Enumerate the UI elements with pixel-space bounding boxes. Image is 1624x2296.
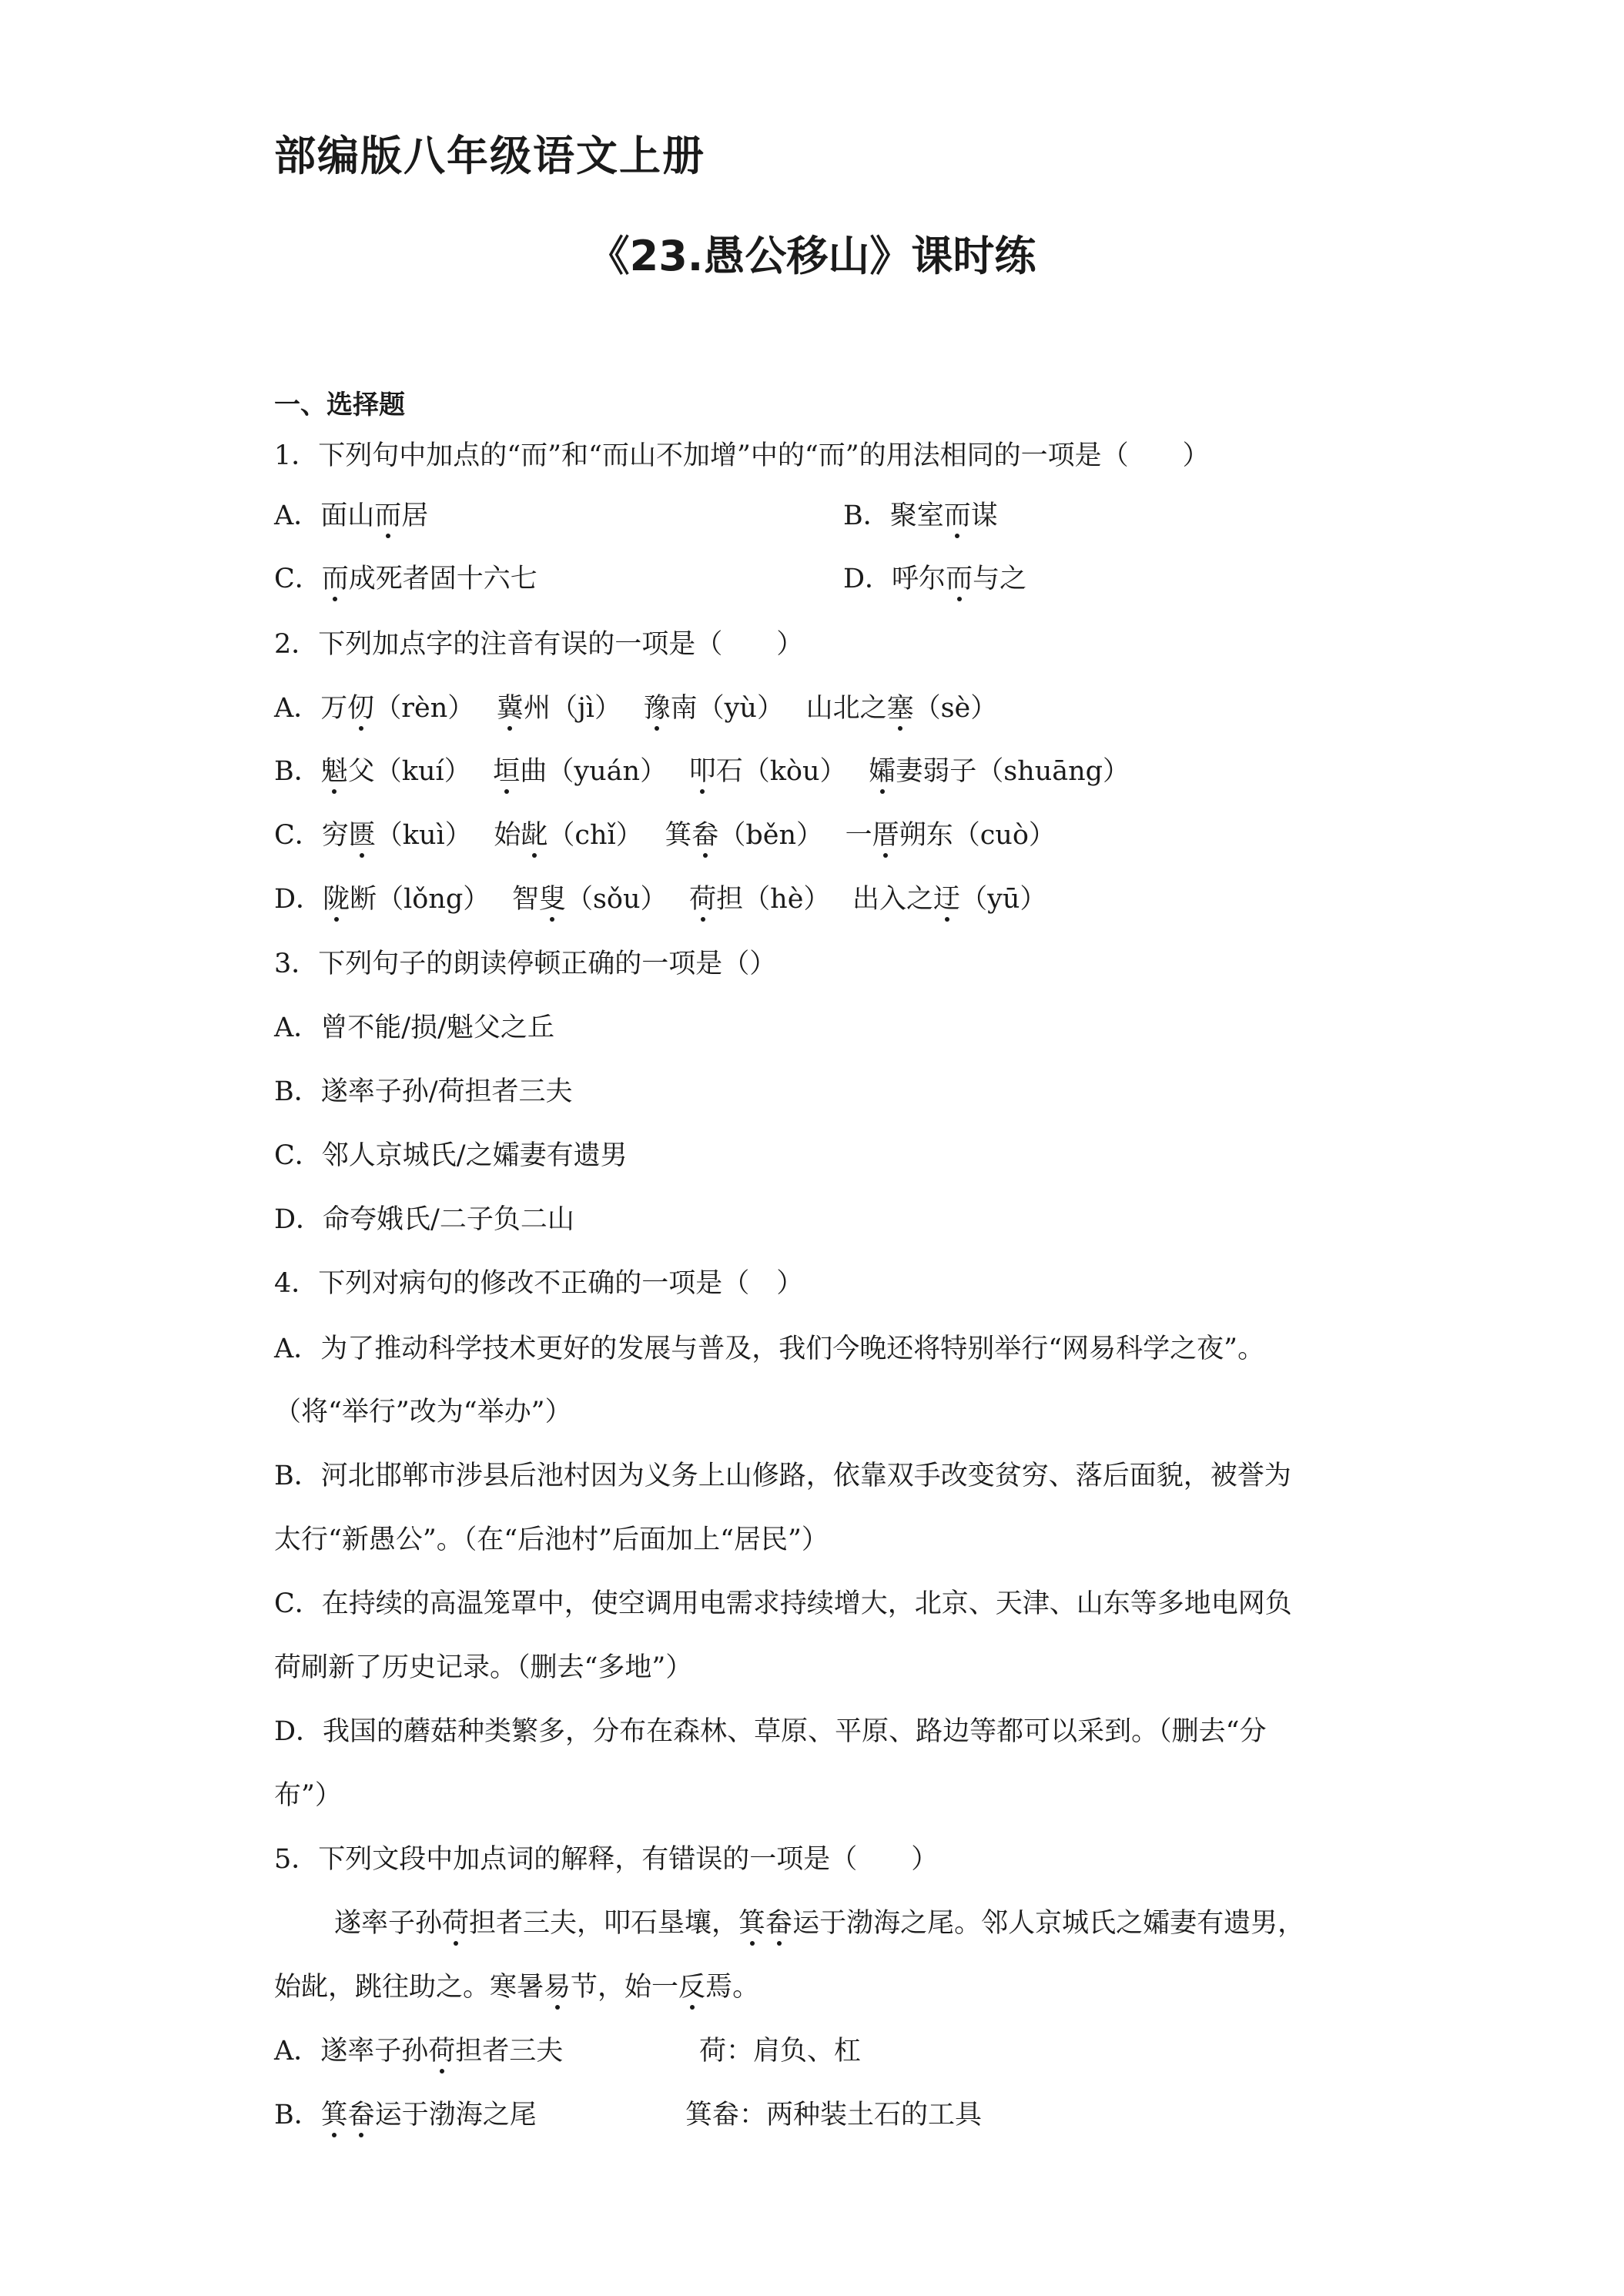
dotted-char: 荷	[442, 1908, 470, 1939]
question-4-option-a-line2: （将“举行”改为“举办”）	[274, 1397, 572, 1427]
dotted-char: 垣	[493, 756, 521, 787]
question-1-option-c: C．而成死者固十六七	[274, 564, 537, 594]
question-5-option-a: A．遂率子孙荷担者三夫	[274, 2036, 564, 2067]
question-5-option-a-explanation: 荷：肩负、杠	[699, 2036, 862, 2067]
question-1-option-d: D．呼尔而与之	[843, 564, 1027, 594]
dotted-char: 畚	[691, 820, 719, 851]
question-1-stem: 1．下列句中加点的“而”和“而山不加增”中的“而”的用法相同的一项是（ ）	[274, 440, 1210, 471]
dotted-char: 孀	[869, 756, 896, 787]
question-5-passage-line2: 始龀，跳往助之。寒暑易节，始一反焉。	[274, 1972, 760, 2003]
dotted-char: 而	[374, 500, 402, 531]
dotted-char: 龀	[521, 820, 548, 851]
question-2-option-c: C．穷匮（kuì） 始龀（chǐ） 箕畚（běn） 一厝朔东（cuò）	[274, 820, 1056, 851]
dotted-char: 荷	[428, 2036, 456, 2067]
lesson-title: 《23.愚公移山》课时练	[588, 232, 1036, 280]
question-3-option-a: A．曾不能/损/魁父之丘	[274, 1012, 554, 1043]
dotted-char: 仞	[347, 693, 375, 724]
question-2-option-b: B．魁父（kuí） 垣曲（yuán） 叩石（kòu） 孀妻弱子（shuāng）	[274, 756, 1130, 787]
dotted-char: 魁	[320, 756, 348, 787]
question-4-option-c-line2: 荷刷新了历史记录。（删去“多地”）	[274, 1652, 693, 1683]
dotted-char: 叩	[688, 756, 716, 787]
question-5-option-b: B．箕畚运于渤海之尾	[274, 2100, 537, 2130]
dotted-char: 迂	[933, 884, 961, 915]
dotted-char: 易	[544, 1972, 571, 2003]
question-3-option-b: B．遂率子孙/荷担者三夫	[274, 1076, 573, 1107]
question-5-option-b-explanation: 箕畚：两种装土石的工具	[685, 2100, 983, 2130]
dotted-char: 箕	[738, 1908, 766, 1939]
question-4-stem: 4．下列对病句的修改不正确的一项是（ ）	[274, 1268, 804, 1299]
dotted-char: 而	[943, 500, 971, 531]
dotted-char: 厝	[872, 820, 899, 851]
question-3-option-c: C．邻人京城氏/之孀妻有遗男	[274, 1140, 628, 1171]
question-4-option-a-line1: A．为了推动科学技术更好的发展与普及，我们今晚还将特别举行“网易科学之夜”。	[274, 1334, 1265, 1364]
dotted-char: 冀	[496, 693, 524, 724]
question-1-option-b: B．聚室而谋	[843, 500, 998, 531]
dotted-char: 而	[946, 564, 973, 594]
dotted-char: 箕	[320, 2100, 348, 2130]
document-title: 部编版八年级语文上册	[274, 132, 705, 180]
question-3-option-d: D．命夸娥氏/二子负二山	[274, 1204, 574, 1235]
dotted-char: 豫	[643, 693, 671, 724]
question-4-option-b-line2: 太行“新愚公”。（在“后池村”后面加上“居民”）	[274, 1525, 829, 1555]
dotted-char: 塞	[886, 693, 914, 724]
dotted-char: 叟	[538, 884, 566, 915]
question-4-option-c-line1: C．在持续的高温笼罩中，使空调用电需求持续增大，北京、天津、山东等多地电网负	[274, 1588, 1292, 1619]
question-5-stem: 5．下列文段中加点词的解释，有错误的一项是（ ）	[274, 1844, 939, 1875]
question-5-passage-line1: 遂率子孙荷担者三夫，叩石垦壤，箕畚运于渤海之尾。邻人京城氏之孀妻有遗男，	[334, 1908, 1305, 1939]
dotted-char: 陇	[323, 884, 350, 915]
question-4-option-d-line1: D．我国的蘑菇种类繁多，分布在森林、草原、平原、路边等都可以采到。（删去“分	[274, 1716, 1267, 1747]
question-3-stem: 3．下列句子的朗读停顿正确的一项是（）	[274, 949, 777, 979]
dotted-char: 畚	[765, 1908, 793, 1939]
question-2-option-d: D．陇断（lǒng） 智叟（sǒu） 荷担（hè） 出入之迂（yū）	[274, 884, 1047, 915]
question-4-option-d-line2: 布”）	[274, 1780, 342, 1811]
dotted-char: 匮	[348, 820, 376, 851]
dotted-char: 畚	[347, 2100, 375, 2130]
question-4-option-b-line1: B．河北邯郸市涉县后池村因为义务上山修路，依靠双手改变贫穷、落后面貌，被誉为	[274, 1461, 1291, 1491]
question-2-option-a: A．万仞（rèn） 冀州（jì） 豫南（yù） 山北之塞（sè）	[274, 693, 998, 724]
dotted-char: 而	[321, 564, 349, 594]
dotted-char: 荷	[689, 884, 717, 915]
section-heading: 一、选择题	[274, 390, 405, 420]
question-1-option-a: A．面山而居	[274, 500, 429, 531]
dotted-char: 反	[678, 1972, 706, 2003]
question-2-stem: 2．下列加点字的注音有误的一项是（ ）	[274, 629, 804, 660]
